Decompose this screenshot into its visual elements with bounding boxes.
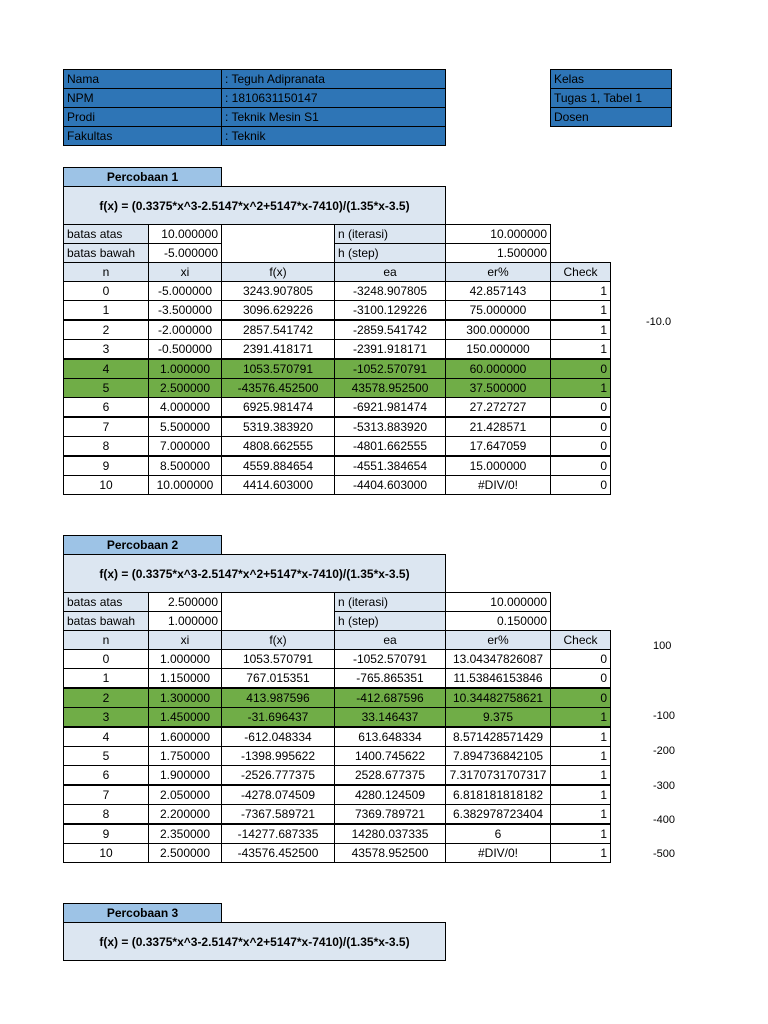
table-cell-ea[interactable]: -3100.129226: [334, 300, 446, 320]
table-cell-check[interactable]: 1: [550, 804, 611, 824]
table-cell-fx[interactable]: -4278.074509: [221, 785, 335, 805]
table-cell-ea[interactable]: 14280.037335: [334, 824, 446, 844]
table-cell-check[interactable]: 0: [550, 436, 611, 456]
table-cell-check[interactable]: 1: [550, 707, 611, 727]
table-cell-n[interactable]: 4: [63, 727, 149, 747]
table-cell-er[interactable]: 150.000000: [445, 339, 551, 359]
info-right-label[interactable]: Dosen: [550, 107, 672, 127]
column-header[interactable]: er%: [445, 630, 551, 650]
experiment-title[interactable]: Percobaan 2: [63, 535, 222, 555]
table-cell-fx[interactable]: 5319.383920: [221, 417, 335, 437]
table-cell-check[interactable]: 0: [550, 475, 611, 495]
table-cell-ea[interactable]: 43578.952500: [334, 378, 446, 398]
batas-atas-label[interactable]: batas atas: [63, 592, 149, 612]
table-cell-er[interactable]: 75.000000: [445, 300, 551, 320]
h-step-value[interactable]: 0.150000: [445, 611, 551, 631]
table-cell-fx[interactable]: -43576.452500: [221, 378, 335, 398]
table-cell-ea[interactable]: -4404.603000: [334, 475, 446, 495]
chart-axis-label: -400: [653, 814, 676, 826]
table-cell-er[interactable]: 7.317073170731​7: [445, 765, 551, 785]
table-cell-fx[interactable]: -14277.687335: [221, 824, 335, 844]
column-header[interactable]: f(x): [221, 262, 335, 282]
table-cell-n[interactable]: 4: [63, 359, 149, 379]
table-cell-check[interactable]: 1: [550, 378, 611, 398]
table-cell-er[interactable]: 8.571428571429: [445, 727, 551, 747]
table-cell-xi[interactable]: 2.500000: [148, 378, 222, 398]
table-cell-check[interactable]: 0: [550, 359, 611, 379]
table-cell-xi[interactable]: 4.000000: [148, 397, 222, 417]
table-cell-fx[interactable]: 1053.570791: [221, 359, 335, 379]
experiment-title[interactable]: Percobaan 1: [63, 167, 222, 187]
table-cell-check[interactable]: 1: [550, 746, 611, 766]
table-cell-fx[interactable]: 4808.662555: [221, 436, 335, 456]
table-cell-ea[interactable]: -2859.541742: [334, 320, 446, 340]
table-cell-ea[interactable]: -4801.662555: [334, 436, 446, 456]
table-cell-check[interactable]: 1: [550, 843, 611, 863]
table-cell-check[interactable]: 0: [550, 417, 611, 437]
table-cell-xi[interactable]: 1.300000: [148, 688, 222, 708]
table-cell-xi[interactable]: -3.500000: [148, 300, 222, 320]
table-cell-n[interactable]: 9: [63, 824, 149, 844]
table-cell-xi[interactable]: 2.500000: [148, 843, 222, 863]
table-cell-n[interactable]: 8: [63, 804, 149, 824]
info-value[interactable]: : Teknik: [221, 126, 446, 146]
table-cell-er[interactable]: 11.5384615384​6: [445, 668, 551, 688]
table-cell-xi[interactable]: -2.000000: [148, 320, 222, 340]
table-cell-er[interactable]: 6.382978723404: [445, 804, 551, 824]
table-cell-n[interactable]: 6: [63, 397, 149, 417]
n-iterasi-label[interactable]: n (iterasi): [334, 592, 446, 612]
table-cell-er[interactable]: 13.04347826087: [445, 649, 551, 669]
table-cell-check[interactable]: 0: [550, 397, 611, 417]
info-right-label[interactable]: Kelas: [550, 69, 672, 89]
table-cell-ea[interactable]: -765.865351: [334, 668, 446, 688]
table-cell-ea[interactable]: -1052.570791: [334, 359, 446, 379]
chart-axis-label: -10.0: [646, 316, 672, 328]
table-cell-n[interactable]: 1: [63, 300, 149, 320]
table-cell-fx[interactable]: 1053.570791: [221, 649, 335, 669]
info-value[interactable]: : Teguh Adipranata: [221, 69, 446, 89]
table-cell-xi[interactable]: 1.900000: [148, 765, 222, 785]
table-cell-n[interactable]: 8: [63, 436, 149, 456]
table-cell-er[interactable]: 7.894736842105: [445, 746, 551, 766]
table-cell-xi[interactable]: 7.000000: [148, 436, 222, 456]
table-cell-er[interactable]: 6: [445, 824, 551, 844]
batas-atas-value[interactable]: 2.500000: [148, 592, 222, 612]
table-cell-xi[interactable]: 1.450000: [148, 707, 222, 727]
table-cell-fx[interactable]: -612.048334: [221, 727, 335, 747]
h-step-label[interactable]: h (step): [334, 243, 446, 263]
column-header[interactable]: n: [63, 630, 149, 650]
batas-bawah-value[interactable]: 1.000000: [148, 611, 222, 631]
table-cell-fx[interactable]: -2526.777375: [221, 765, 335, 785]
table-cell-ea[interactable]: -4551.384654: [334, 456, 446, 476]
column-header[interactable]: Check: [550, 630, 611, 650]
table-cell-ea[interactable]: 7369.789721: [334, 804, 446, 824]
info-value[interactable]: : Teknik Mesin S1: [221, 107, 446, 127]
table-cell-er[interactable]: 27.272727: [445, 397, 551, 417]
table-cell-check[interactable]: 1: [550, 785, 611, 805]
chart-axis-label: 100: [653, 640, 672, 652]
table-cell-fx[interactable]: -1398.995622: [221, 746, 335, 766]
table-cell-ea[interactable]: 1400.745622: [334, 746, 446, 766]
n-iterasi-value[interactable]: 10.000000: [445, 224, 551, 244]
experiment-title[interactable]: Percobaan 3: [63, 903, 222, 923]
table-cell-fx[interactable]: 767.015351: [221, 668, 335, 688]
formula-cell[interactable]: f(x) = (0.3375*x^3-2.5147*x^2+5147*x-7410)/(1.35*x-3.5): [63, 186, 446, 225]
column-header[interactable]: n: [63, 262, 149, 282]
n-iterasi-value[interactable]: 10.000000: [445, 592, 551, 612]
table-cell-fx[interactable]: 6925.981474: [221, 397, 335, 417]
table-cell-check[interactable]: 1: [550, 824, 611, 844]
table-cell-check[interactable]: 1: [550, 339, 611, 359]
table-cell-n[interactable]: 10: [63, 475, 149, 495]
table-cell-xi[interactable]: 8.500000: [148, 456, 222, 476]
table-cell-fx[interactable]: -31.696437: [221, 707, 335, 727]
table-cell-n[interactable]: 0: [63, 649, 149, 669]
info-label[interactable]: Fakultas: [63, 126, 222, 146]
table-cell-xi[interactable]: 10.000000: [148, 475, 222, 495]
table-cell-n[interactable]: 5: [63, 378, 149, 398]
column-header[interactable]: er%: [445, 262, 551, 282]
info-label[interactable]: Prodi: [63, 107, 222, 127]
table-cell-check[interactable]: 1: [550, 320, 611, 340]
table-cell-ea[interactable]: -3248.907805: [334, 281, 446, 301]
table-cell-check[interactable]: 0: [550, 688, 611, 708]
table-cell-xi[interactable]: -5.000000: [148, 281, 222, 301]
table-cell-ea[interactable]: -5313.883920: [334, 417, 446, 437]
table-cell-er[interactable]: 6.818181818182: [445, 785, 551, 805]
table-cell-xi[interactable]: 1.600000: [148, 727, 222, 747]
table-cell-n[interactable]: 0: [63, 281, 149, 301]
table-cell-ea[interactable]: 43578.952500: [334, 843, 446, 863]
formula-cell[interactable]: f(x) = (0.3375*x^3-2.5147*x^2+5147*x-7410)/(1.35*x-3.5): [63, 554, 446, 593]
chart-axis-label: -100: [653, 710, 676, 722]
table-cell-fx[interactable]: -43576.452500: [221, 843, 335, 863]
table-cell-ea[interactable]: 613.648334: [334, 727, 446, 747]
table-cell-er[interactable]: 10.34482758621: [445, 688, 551, 708]
info-right-label[interactable]: Tugas 1, Tabel 1: [550, 88, 672, 108]
column-header[interactable]: Check: [550, 262, 611, 282]
table-cell-n[interactable]: 6: [63, 765, 149, 785]
table-cell-ea[interactable]: 2528.677375: [334, 765, 446, 785]
table-cell-check[interactable]: 1: [550, 727, 611, 747]
table-cell-n[interactable]: 9: [63, 456, 149, 476]
table-cell-xi[interactable]: 2.050000: [148, 785, 222, 805]
info-label[interactable]: Nama: [63, 69, 222, 89]
table-cell-fx[interactable]: -7367.589721: [221, 804, 335, 824]
table-cell-xi[interactable]: 5.500000: [148, 417, 222, 437]
table-cell-xi[interactable]: 1.000000: [148, 359, 222, 379]
table-cell-fx[interactable]: 413.987596: [221, 688, 335, 708]
info-value[interactable]: : 1810631150147: [221, 88, 446, 108]
table-cell-n[interactable]: 1: [63, 668, 149, 688]
table-cell-xi[interactable]: -0.500000: [148, 339, 222, 359]
h-step-label[interactable]: h (step): [334, 611, 446, 631]
table-cell-n[interactable]: 10: [63, 843, 149, 863]
column-header[interactable]: f(x): [221, 630, 335, 650]
table-cell-check[interactable]: 0: [550, 456, 611, 476]
table-cell-ea[interactable]: 33.146437: [334, 707, 446, 727]
table-cell-fx[interactable]: 2391.418171: [221, 339, 335, 359]
table-cell-ea[interactable]: 4280.124509: [334, 785, 446, 805]
batas-atas-label[interactable]: batas atas: [63, 224, 149, 244]
table-cell-er[interactable]: 60.000000: [445, 359, 551, 379]
batas-bawah-value[interactable]: -5.000000: [148, 243, 222, 263]
table-cell-check[interactable]: 0: [550, 668, 611, 688]
table-cell-ea[interactable]: -2391.918171: [334, 339, 446, 359]
table-cell-er[interactable]: 37.500000: [445, 378, 551, 398]
table-cell-check[interactable]: 0: [550, 649, 611, 669]
table-cell-xi[interactable]: 1.750000: [148, 746, 222, 766]
table-cell-er[interactable]: 300.000000: [445, 320, 551, 340]
table-cell-xi[interactable]: 1.150000: [148, 668, 222, 688]
table-cell-er[interactable]: #DIV/0!: [445, 475, 551, 495]
table-cell-er[interactable]: 9.375: [445, 707, 551, 727]
n-iterasi-label[interactable]: n (iterasi): [334, 224, 446, 244]
table-cell-xi[interactable]: 2.200000: [148, 804, 222, 824]
batas-atas-value[interactable]: 10.000000: [148, 224, 222, 244]
table-cell-er[interactable]: 17.647059: [445, 436, 551, 456]
table-cell-er[interactable]: 42.857143: [445, 281, 551, 301]
table-cell-n[interactable]: 2: [63, 688, 149, 708]
table-cell-check[interactable]: 1: [550, 281, 611, 301]
info-label[interactable]: NPM: [63, 88, 222, 108]
table-cell-er[interactable]: 15.000000: [445, 456, 551, 476]
table-cell-n[interactable]: 3: [63, 707, 149, 727]
table-cell-ea[interactable]: -1052.570791: [334, 649, 446, 669]
batas-bawah-label[interactable]: batas bawah: [63, 611, 149, 631]
column-header[interactable]: xi: [148, 262, 222, 282]
table-cell-n[interactable]: 2: [63, 320, 149, 340]
column-header[interactable]: ea: [334, 630, 446, 650]
table-cell-fx[interactable]: 4414.603000: [221, 475, 335, 495]
table-cell-fx[interactable]: 3243.907805: [221, 281, 335, 301]
table-cell-fx[interactable]: 2857.541742: [221, 320, 335, 340]
batas-bawah-label[interactable]: batas bawah: [63, 243, 149, 263]
table-cell-fx[interactable]: 4559.884654: [221, 456, 335, 476]
table-cell-er[interactable]: #DIV/0!: [445, 843, 551, 863]
table-cell-ea[interactable]: -412.687596: [334, 688, 446, 708]
chart-axis-label: -200: [653, 745, 676, 757]
table-cell-check[interactable]: 1: [550, 300, 611, 320]
chart-axis-label: -500: [653, 848, 676, 860]
chart-axis-label: -300: [653, 780, 676, 792]
formula-cell[interactable]: f(x) = (0.3375*x^3-2.5147*x^2+5147*x-7410)/(1.35*x-3.5): [63, 922, 446, 961]
table-cell-xi[interactable]: 2.350000: [148, 824, 222, 844]
table-cell-n[interactable]: 7: [63, 785, 149, 805]
table-cell-n[interactable]: 3: [63, 339, 149, 359]
column-header[interactable]: ea: [334, 262, 446, 282]
table-cell-ea[interactable]: -6921.981474: [334, 397, 446, 417]
table-cell-xi[interactable]: 1.000000: [148, 649, 222, 669]
table-cell-n[interactable]: 5: [63, 746, 149, 766]
h-step-value[interactable]: 1.500000: [445, 243, 551, 263]
table-cell-check[interactable]: 1: [550, 765, 611, 785]
table-cell-n[interactable]: 7: [63, 417, 149, 437]
column-header[interactable]: xi: [148, 630, 222, 650]
table-cell-er[interactable]: 21.428571: [445, 417, 551, 437]
table-cell-fx[interactable]: 3096.629226: [221, 300, 335, 320]
